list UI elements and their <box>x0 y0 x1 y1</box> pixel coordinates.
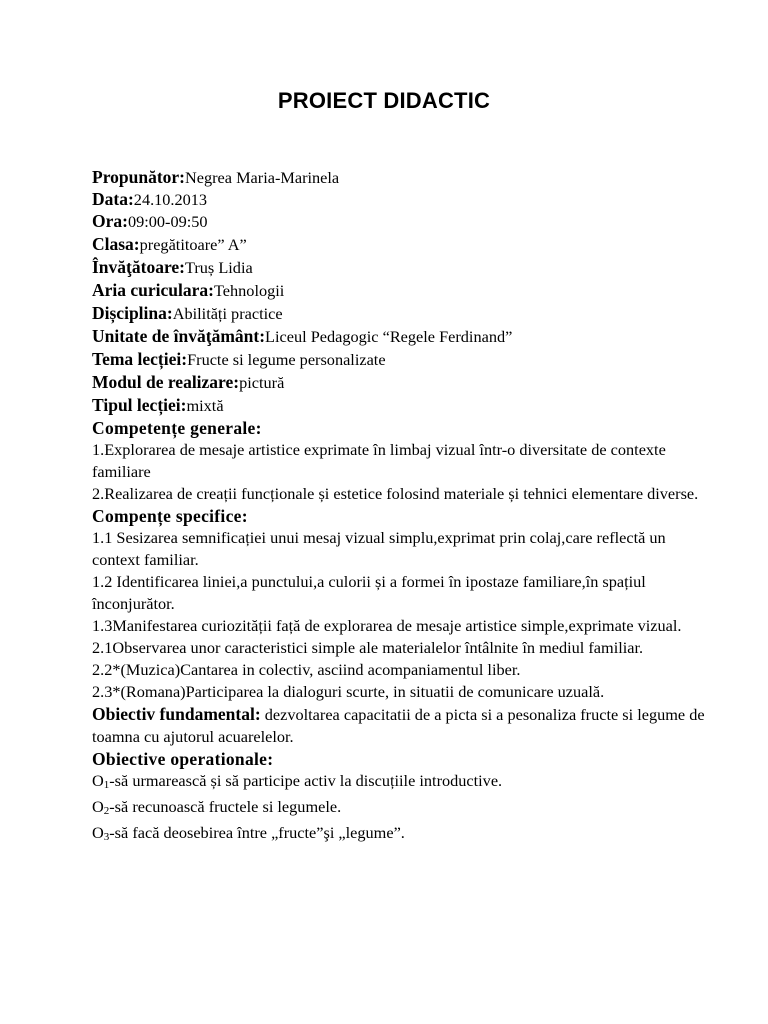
obiective-operationale-heading: Obiective operationale: <box>92 749 274 769</box>
obiectiv-operational-item <box>92 822 712 848</box>
field-propunator <box>92 166 712 189</box>
field-value: pregătitoare” A” <box>139 235 247 254</box>
competenta-specifica-item: 2.2*(Muzica)Cantarea in colectiv, asciind acompaniamentul liber. <box>92 660 521 679</box>
obiectiv-index: 2 <box>103 805 110 817</box>
field-value: Negrea Maria-Marinela <box>185 168 340 187</box>
obiectiv-operational-item <box>92 770 712 796</box>
field-tipul <box>92 394 712 417</box>
obiectiv-index: 1 <box>103 779 110 791</box>
field-data <box>92 189 712 210</box>
field-value: Fructe si legume personalizate <box>187 350 386 369</box>
field-value: Tehnologii <box>213 281 285 300</box>
field-value: 09:00-09:50 <box>127 212 208 231</box>
field-label: Ora: <box>92 211 128 231</box>
field-label: Unitate de învăţământ: <box>92 326 266 346</box>
obiectiv-fundamental-label: Obiectiv fundamental: <box>92 704 261 724</box>
obiectiv-text: -să recunoască fructele si legumele. <box>109 797 342 816</box>
competenta-specifica-item: 1.2 Identificarea liniei,a punctului,a culorii și a formei în ipostaze familiare,în spațiul înconjurător. <box>92 572 646 613</box>
field-value: Liceul Pedagogic “Regele Ferdinand” <box>265 327 513 346</box>
field-value: mixtă <box>186 396 224 415</box>
field-label: Aria curiculara: <box>92 280 214 300</box>
field-value: Abilități practice <box>172 304 283 323</box>
field-label: Clasa: <box>92 234 140 254</box>
competente-generale-heading: Competențe generale: <box>92 418 262 438</box>
document-body <box>92 166 712 848</box>
obiectiv-operational-item <box>92 796 712 822</box>
obiectiv-prefix: O <box>92 797 104 816</box>
obiectiv-prefix: O <box>92 823 104 842</box>
field-disciplina <box>92 302 712 325</box>
competenta-specifica-item: 2.1Observarea unor caracteristici simple ale materialelor întâlnite în mediul familiar. <box>92 638 644 657</box>
competenta-specifica-item: 2.3*(Romana)Participarea la dialoguri scurte, in situatii de comunicare uzuală. <box>92 682 605 701</box>
field-value: Truș Lidia <box>185 258 253 277</box>
obiectiv-text: -să facă deosebirea între „fructe”şi „legume”. <box>109 823 405 842</box>
field-ora <box>92 210 712 233</box>
competente-specifice-heading: Compențe specifice: <box>92 506 248 526</box>
field-label: Dișciplina: <box>92 303 173 323</box>
field-value: pictură <box>239 373 285 392</box>
obiectiv-fundamental <box>92 703 712 748</box>
field-label: Data: <box>92 189 134 209</box>
field-label: Propunător: <box>92 167 186 187</box>
obiectiv-index: 3 <box>103 831 110 843</box>
field-invatatoare <box>92 256 712 279</box>
field-label: Tema lecției: <box>92 349 188 369</box>
field-clasa <box>92 233 712 256</box>
field-label: Modul de realizare: <box>92 372 240 392</box>
competenta-generala-item: 2.Realizarea de creații funcționale și estetice folosind materiale și tehnici elementare diverse. <box>92 484 699 503</box>
field-tema <box>92 348 712 371</box>
document-title: PROIECT DIDACTIC <box>277 88 491 113</box>
competenta-specifica-item: 1.3Manifestarea curiozității față de explorarea de mesaje artistice simple,exprimate vizual. <box>92 616 682 635</box>
field-label: Tipul lecției: <box>92 395 187 415</box>
obiectiv-prefix: O <box>92 771 104 790</box>
obiectiv-fundamental-text: dezvoltarea capacitatii de a picta si a pesonaliza fructe si legume de toamna cu ajutorul acuarelelor. <box>92 705 705 746</box>
field-aria-curiculara <box>92 279 712 302</box>
competenta-specifica-item: 1.1 Sesizarea semnificației unui mesaj vizual simplu,exprimat prin colaj,care reflectă un context familiar. <box>92 528 666 569</box>
field-modul <box>92 371 712 394</box>
field-value: 24.10.2013 <box>133 190 208 209</box>
competenta-generala-item: 1.Explorarea de mesaje artistice exprimate în limbaj vizual într-o diversitate de contexte familiare <box>92 440 666 481</box>
field-unitate <box>92 325 712 348</box>
obiectiv-text: -să urmarească și să participe activ la discuțiile introductive. <box>109 771 503 790</box>
field-label: Învăţătoare: <box>92 257 185 277</box>
